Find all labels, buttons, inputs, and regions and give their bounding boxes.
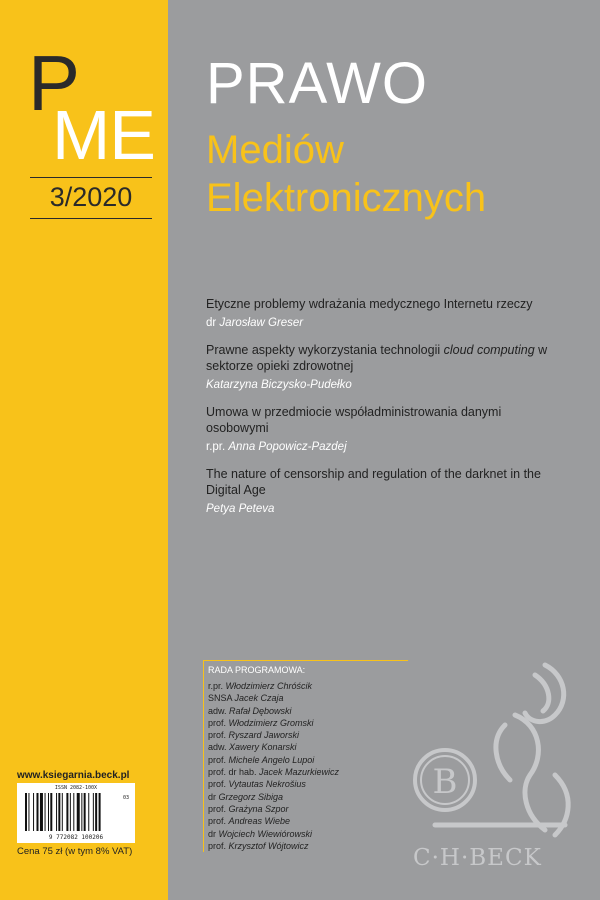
board-members [208,680,408,852]
price-label: Cena 75 zł (w tym 8% VAT) [17,846,133,857]
article-author: Katarzyna Biczysko-Pudełko [206,379,352,391]
board-member: prof. Michele Angelo Lupoi [208,754,315,765]
article-title: Prawne aspekty wykorzystania technologii cloud computing w sektorze opieki zdrowotnej [206,343,548,373]
board-member: adw. Xawery Konarski [208,742,297,753]
issue-rule-bottom [30,218,152,219]
barcode [17,783,135,843]
title-elektronicznych: Elektronicznych [206,176,487,220]
article-2 [206,342,566,393]
program-board [203,660,408,852]
issue-number: 3/2020 [49,182,133,212]
board-member: r.pr. Włodzimierz Chróścik [208,681,313,691]
issn-label: ISSN 2082-100X [54,785,98,791]
board-member: adw. Rafał Dębowski [208,705,292,716]
barcode-bars [25,793,123,831]
publisher-name: C·H·BECK [413,845,542,871]
board-member: prof. Grażyna Szpor [208,803,289,814]
board-member: prof. Vytautas Nekrošius [208,779,306,790]
article-title: The nature of censorship and regulation of the darknet in the Digital Age [206,467,541,497]
article-author: dr Jarosław Greser [206,317,304,329]
board-member: prof. Krzysztof Wójtowicz [208,840,309,851]
svg-text:B: B [432,762,458,802]
board-heading: RADA PROGRAMOWA: [208,665,306,675]
title-prawo: PRAWO [206,51,428,116]
board-member: SNSA Jacek Czaja [208,693,284,704]
barcode-issue-code: 03 [122,795,129,801]
board-member: prof. Andreas Wiebe [208,816,290,827]
barcode-digits: 9 772082 100206 [48,834,104,841]
board-member: prof. Ryszard Jaworski [208,730,300,741]
board-member: prof. dr hab. Jacek Mazurkiewicz [208,767,340,778]
issue-rule-top [30,177,152,178]
website-url: www.ksiegarnia.beck.pl [17,770,130,781]
article-4 [206,466,566,517]
article-title: Umowa w przedmiocie współadministrowania danymi osobowymi [206,405,502,435]
board-member: dr Grzegorz Sibiga [208,791,284,802]
article-1 [206,296,566,331]
title-mediow: Mediów [206,128,344,172]
article-title: Etyczne problemy wdrażania medycznego Internetu rzeczy [206,297,533,311]
article-author: Petya Peteva [206,503,275,515]
article-author: r.pr. Anna Popowicz-Pazdej [206,441,347,453]
board-member: prof. Włodzimierz Gromski [208,717,314,728]
article-list [206,296,566,528]
griffin-logo-icon [395,655,585,870]
logo-letter-p: P [28,39,81,127]
board-member: dr Wojciech Wiewiórowski [208,828,312,839]
logo-letters-me: ME [52,96,155,174]
article-3 [206,404,566,455]
